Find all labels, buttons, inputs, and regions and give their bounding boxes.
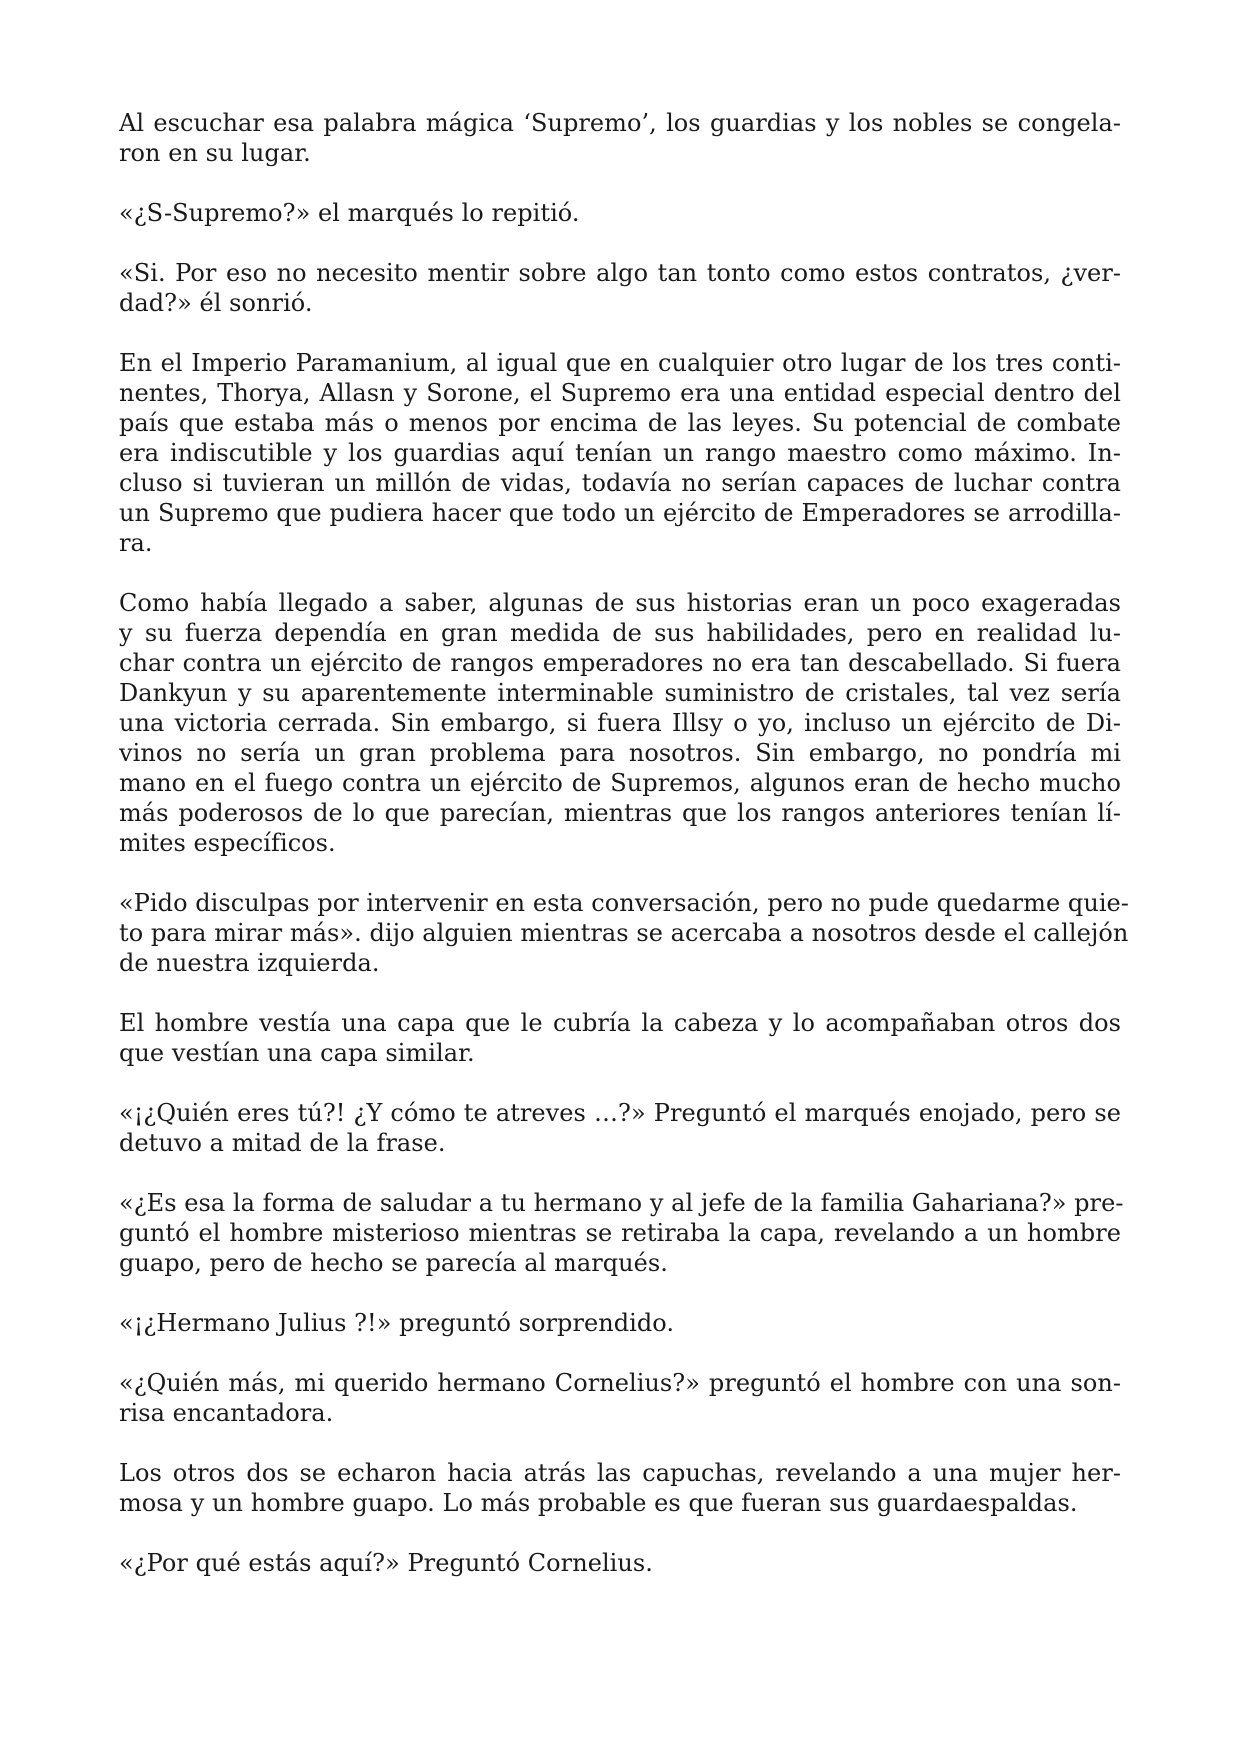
paragraph (119, 198, 1121, 228)
text-line: Dankyun y su aparentemente interminable suministro de cristales, tal vez sería (119, 679, 1121, 707)
text-line: «¡¿Hermano Julius ?!» preguntó sorprendido. (119, 1309, 675, 1337)
paragraph (119, 1188, 1124, 1278)
text-line: Los otros dos se echaron hacia atrás las capuchas, revelando a una mujer her- (119, 1459, 1121, 1487)
text-line: vinos no sería un gran problema para nosotros. Sin embargo, no pondría mi (119, 739, 1121, 767)
text-line: que vestían una capa similar. (119, 1039, 475, 1067)
text-line: «¿S-Supremo?» el marqués lo repitió. (119, 199, 580, 227)
text-line: nentes, Thorya, Allasn y Sorone, el Supremo era una entidad especial dentro del (119, 379, 1121, 407)
text-line: char contra un ejército de rangos emperadores no era tan descabellado. Si fuera (119, 649, 1121, 677)
text-line: dad?» él sonrió. (119, 289, 313, 317)
text-line: detuvo a mitad de la frase. (119, 1129, 446, 1157)
text-line: mosa y un hombre guapo. Lo más probable es que fueran sus guardaespaldas. (119, 1489, 1078, 1517)
text-line: guntó el hombre misterioso mientras se retiraba la capa, revelando a un hombre (119, 1219, 1121, 1247)
text-line: una victoria cerrada. Sin embargo, si fuera Illsy o yo, incluso un ejército de Di- (119, 709, 1121, 737)
text-line: «Si. Por eso no necesito mentir sobre algo tan tonto como estos contratos, ¿ver- (119, 259, 1121, 287)
text-line: «¿Quién más, mi querido hermano Cornelius?» preguntó el hombre con una son- (119, 1369, 1121, 1397)
text-line: y su fuerza dependía en gran medida de sus habilidades, pero en realidad lu- (119, 619, 1121, 647)
text-line: «Pido disculpas por intervenir en esta conversación, pero no pude quedarme quie- (119, 889, 1129, 917)
text-line: de nuestra izquierda. (119, 949, 380, 977)
text-line: era indiscutible y los guardias aquí tenían un rango maestro como máximo. In- (119, 439, 1121, 467)
text-line: to para mirar más». dijo alguien mientras se acercaba a nosotros desde el callejón (119, 919, 1129, 947)
text-line: país que estaba más o menos por encima de las leyes. Su potencial de combate (119, 409, 1121, 437)
paragraph (119, 588, 1121, 858)
text-line: más poderosos de lo que parecían, mientras que los rangos anteriores tenían lí- (119, 799, 1121, 827)
text-line: cluso si tuvieran un millón de vidas, todavía no serían capaces de luchar contra (119, 469, 1121, 497)
text-line: ra. (119, 529, 153, 557)
text-line: guapo, pero de hecho se parecía al marqués. (119, 1249, 668, 1277)
paragraph (119, 1008, 1121, 1068)
paragraph (119, 258, 1121, 318)
text-line: «¡¿Quién eres tú?! ¿Y cómo te atreves …?» Preguntó el marqués enojado, pero se (119, 1099, 1121, 1127)
text-line: «¿Por qué estás aquí?» Preguntó Cornelius. (119, 1549, 653, 1577)
paragraph (119, 348, 1121, 558)
paragraph (119, 1548, 1121, 1578)
text-line: Como había llegado a saber, algunas de sus historias eran un poco exageradas (119, 589, 1121, 617)
text-line: risa encantadora. (119, 1399, 334, 1427)
text-line: Al escuchar esa palabra mágica ‘Supremo’, los guardias y los nobles se congela- (119, 109, 1121, 137)
text-line: «¿Es esa la forma de saludar a tu hermano y al jefe de la familia Gahariana?» pre- (119, 1189, 1124, 1217)
paragraph (119, 1458, 1121, 1518)
text-line: ron en su lugar. (119, 139, 311, 167)
text-line: El hombre vestía una capa que le cubría la cabeza y lo acompañaban otros dos (119, 1009, 1121, 1037)
text-line: mites específicos. (119, 829, 336, 857)
paragraph (119, 1098, 1121, 1158)
paragraph (119, 108, 1121, 168)
paragraph (119, 1368, 1121, 1428)
text-line: mano en el fuego contra un ejército de Supremos, algunos eran de hecho mucho (119, 769, 1121, 797)
paragraph (119, 1308, 1121, 1338)
text-line: un Supremo que pudiera hacer que todo un ejército de Emperadores se arrodilla- (119, 499, 1121, 527)
body-text (119, 108, 1129, 1608)
paragraph (119, 888, 1129, 978)
text-line: En el Imperio Paramanium, al igual que en cualquier otro lugar de los tres conti- (119, 349, 1121, 377)
